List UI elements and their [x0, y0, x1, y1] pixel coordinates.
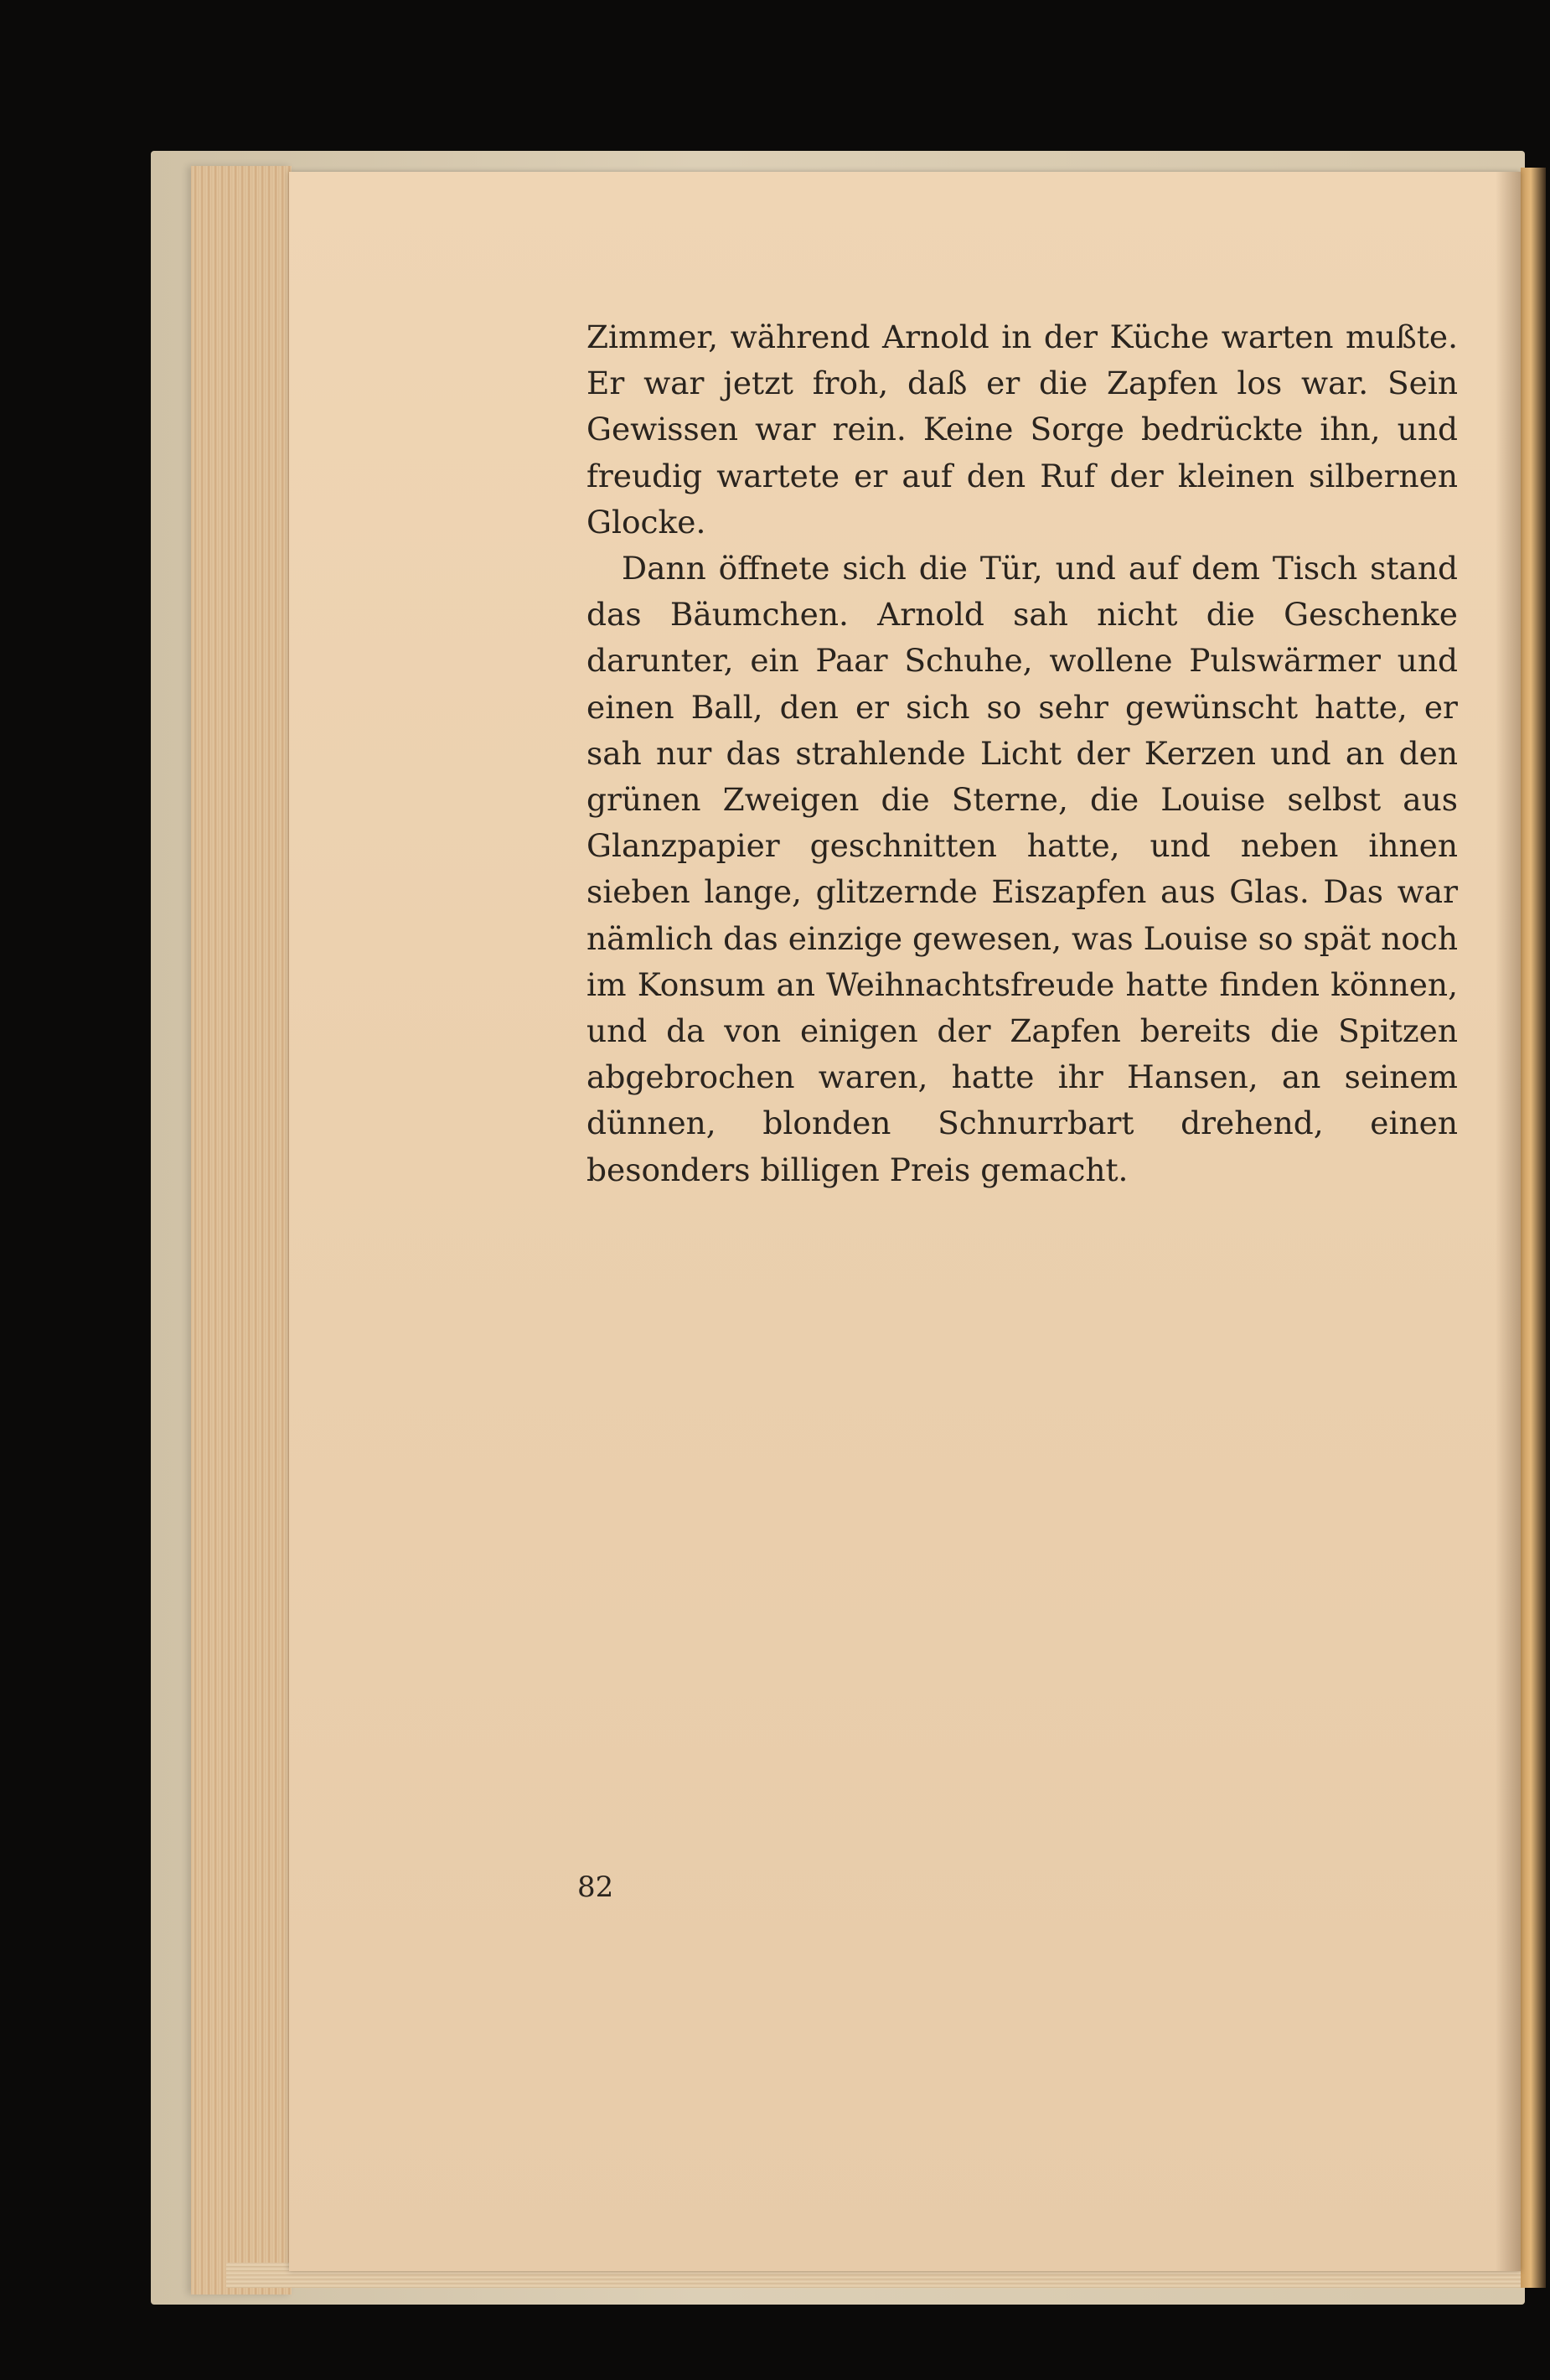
- paragraph: Zimmer, während Arnold in der Küche warten mußte. Er war jetzt froh, daß er die Zapfen los war. Sein Gewissen war rein. Keine Sorge bedrückte ihn, und freudig wartete er auf den Ruf der kleinen silbernen Glocke.: [586, 318, 1458, 541]
- page-number: 82: [577, 1870, 614, 1904]
- spine-shadow: [1496, 172, 1521, 2271]
- paragraph: Dann öffnete sich die Tür, und auf dem Tisch stand das Bäumchen. Arnold sah nicht die Geschenke darunter, ein Paar Schuhe, wollene Pulswärmer und einen Ball, den er sich so sehr gewünscht hatte, er sah nur das strahlende Licht der Kerzen und an den grünen Zweigen die Sterne, die Louise selbst aus Glanzpapier geschnitten hatte, und neben ihnen sieben lange, glitzernde Eiszapfen aus Glas. Das war nämlich das einzige gewesen, was Louise so spät noch im Konsum an Weihnachtsfreude hatte finden können, und da von einigen der Zapfen bereits die Spitzen abgebrochen waren, hatte ihr Hansen, an seinem dünnen, blonden Schnurrbart drehend, einen besonders billigen Preis gemacht.: [586, 550, 1458, 1188]
- page-edges-left: [191, 166, 292, 2295]
- binding-edge: [1521, 168, 1546, 2288]
- body-text: [586, 314, 1458, 1193]
